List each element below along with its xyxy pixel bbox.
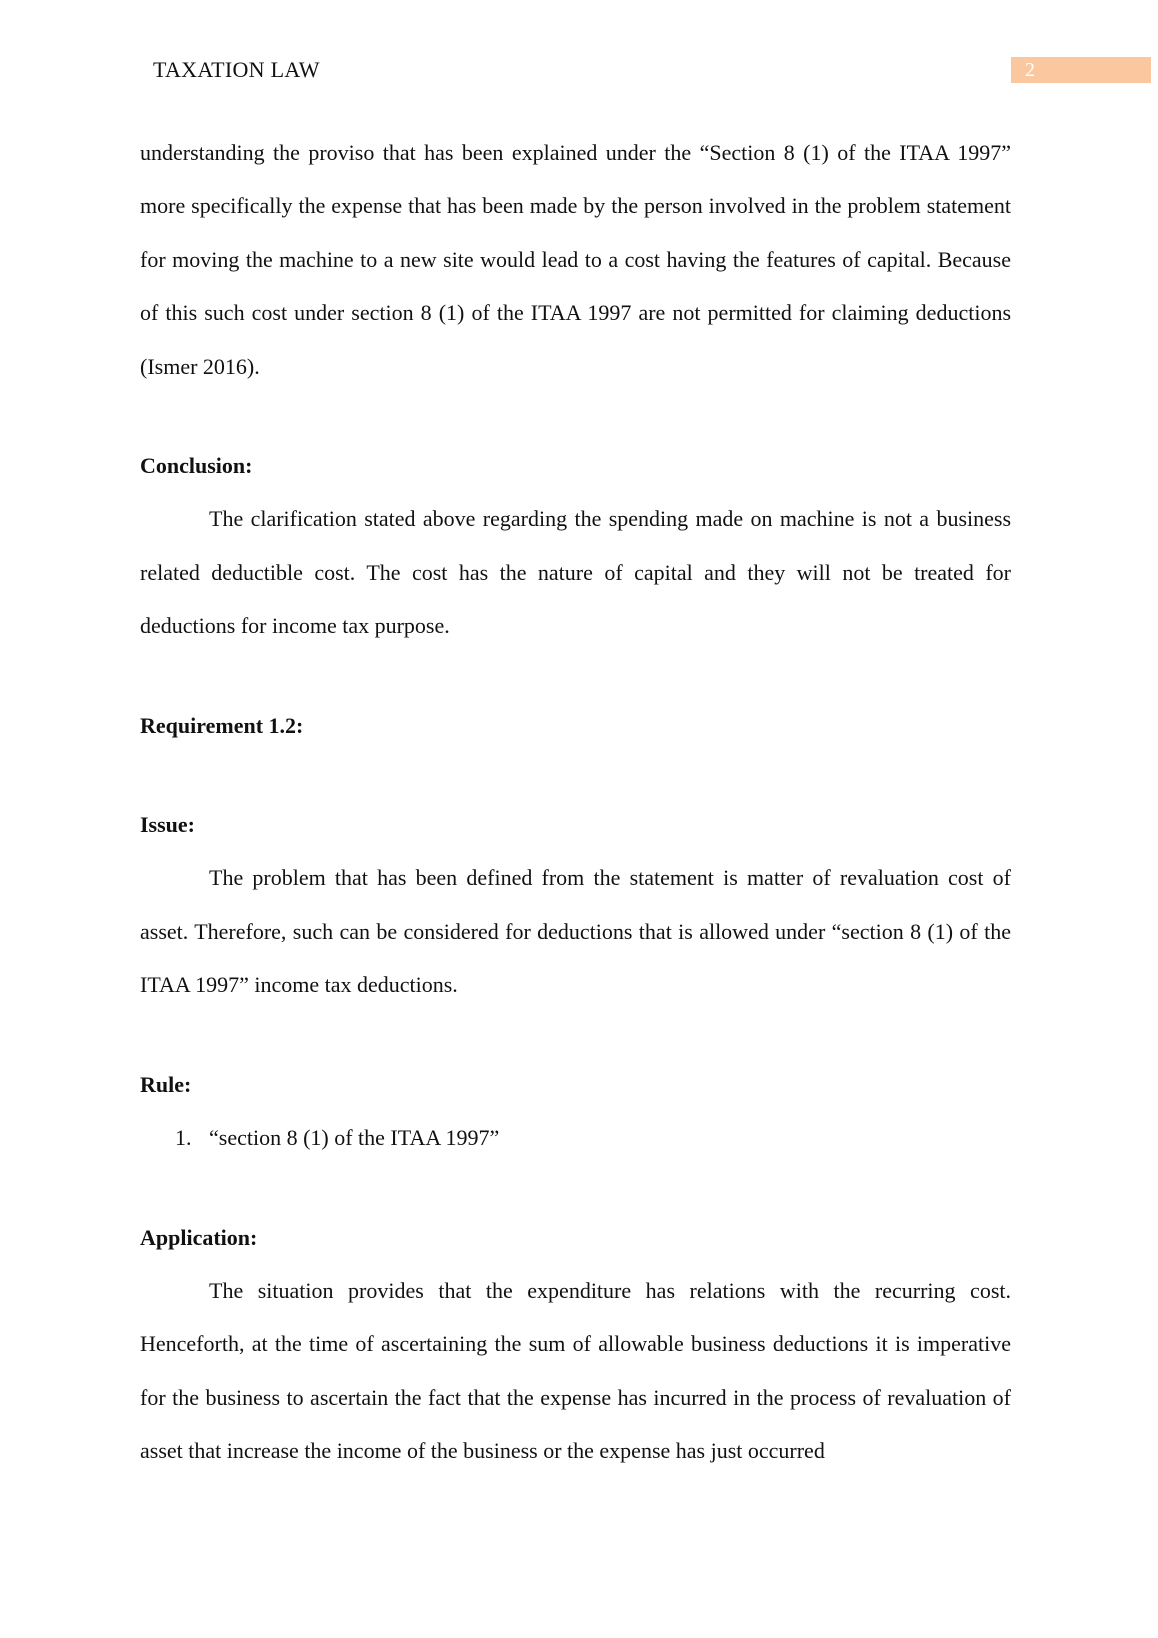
section-spacer — [140, 1165, 1011, 1211]
requirement-heading: Requirement 1.2: — [140, 712, 304, 738]
rule-list — [140, 1111, 1011, 1164]
intro-paragraph: understanding the proviso that has been explained under the “Section 8 (1) of the ITAA 1997” more specifically the expense that has been made by the person involved in the problem statement for moving the machine to a new site would lead to a cost having the features of capital. Because of this such cost under section 8 (1) of the ITAA 1997 are not permitted for claiming deductions (Ismer 2016). — [140, 140, 1011, 379]
conclusion-paragraph: The clarification stated above regarding the spending made on machine is not a business related deductible cost. The cost has the nature of capital and they will not be treated for deductions for income tax purpose. — [140, 506, 1011, 639]
section-spacer — [140, 752, 1011, 798]
rule-list-item-text: “section 8 (1) of the ITAA 1997” — [209, 1125, 500, 1151]
list-number-marker: 1. — [175, 1125, 192, 1151]
issue-paragraph: The problem that has been defined from the statement is matter of revaluation cost of asset. Therefore, such can be considered for deductions that is allowed under “section 8 (1) of the ITAA 1997” income tax deductions. — [140, 865, 1011, 998]
issue-heading: Issue: — [140, 812, 196, 838]
section-spacer — [140, 653, 1011, 699]
section-spacer — [140, 1012, 1011, 1058]
page-number-band — [1011, 57, 1151, 83]
page-number: 2 — [1025, 59, 1035, 81]
application-paragraph: The situation provides that the expenditure has relations with the recurring cost. Henceforth, at the time of ascertaining the sum of allowable business deductions it is imperative for the business to ascertain the fact that the expense has incurred in the process of revaluation of asset that increase the income of the business or the expense has just occurred — [140, 1277, 1011, 1464]
rule-heading: Rule: — [140, 1071, 192, 1097]
conclusion-heading: Conclusion: — [140, 453, 253, 479]
running-header-title: TAXATION LAW — [153, 57, 320, 82]
section-spacer — [140, 393, 1011, 439]
document-body — [140, 126, 1011, 1478]
rule-list-item — [140, 1111, 1011, 1164]
application-heading: Application: — [140, 1224, 258, 1250]
